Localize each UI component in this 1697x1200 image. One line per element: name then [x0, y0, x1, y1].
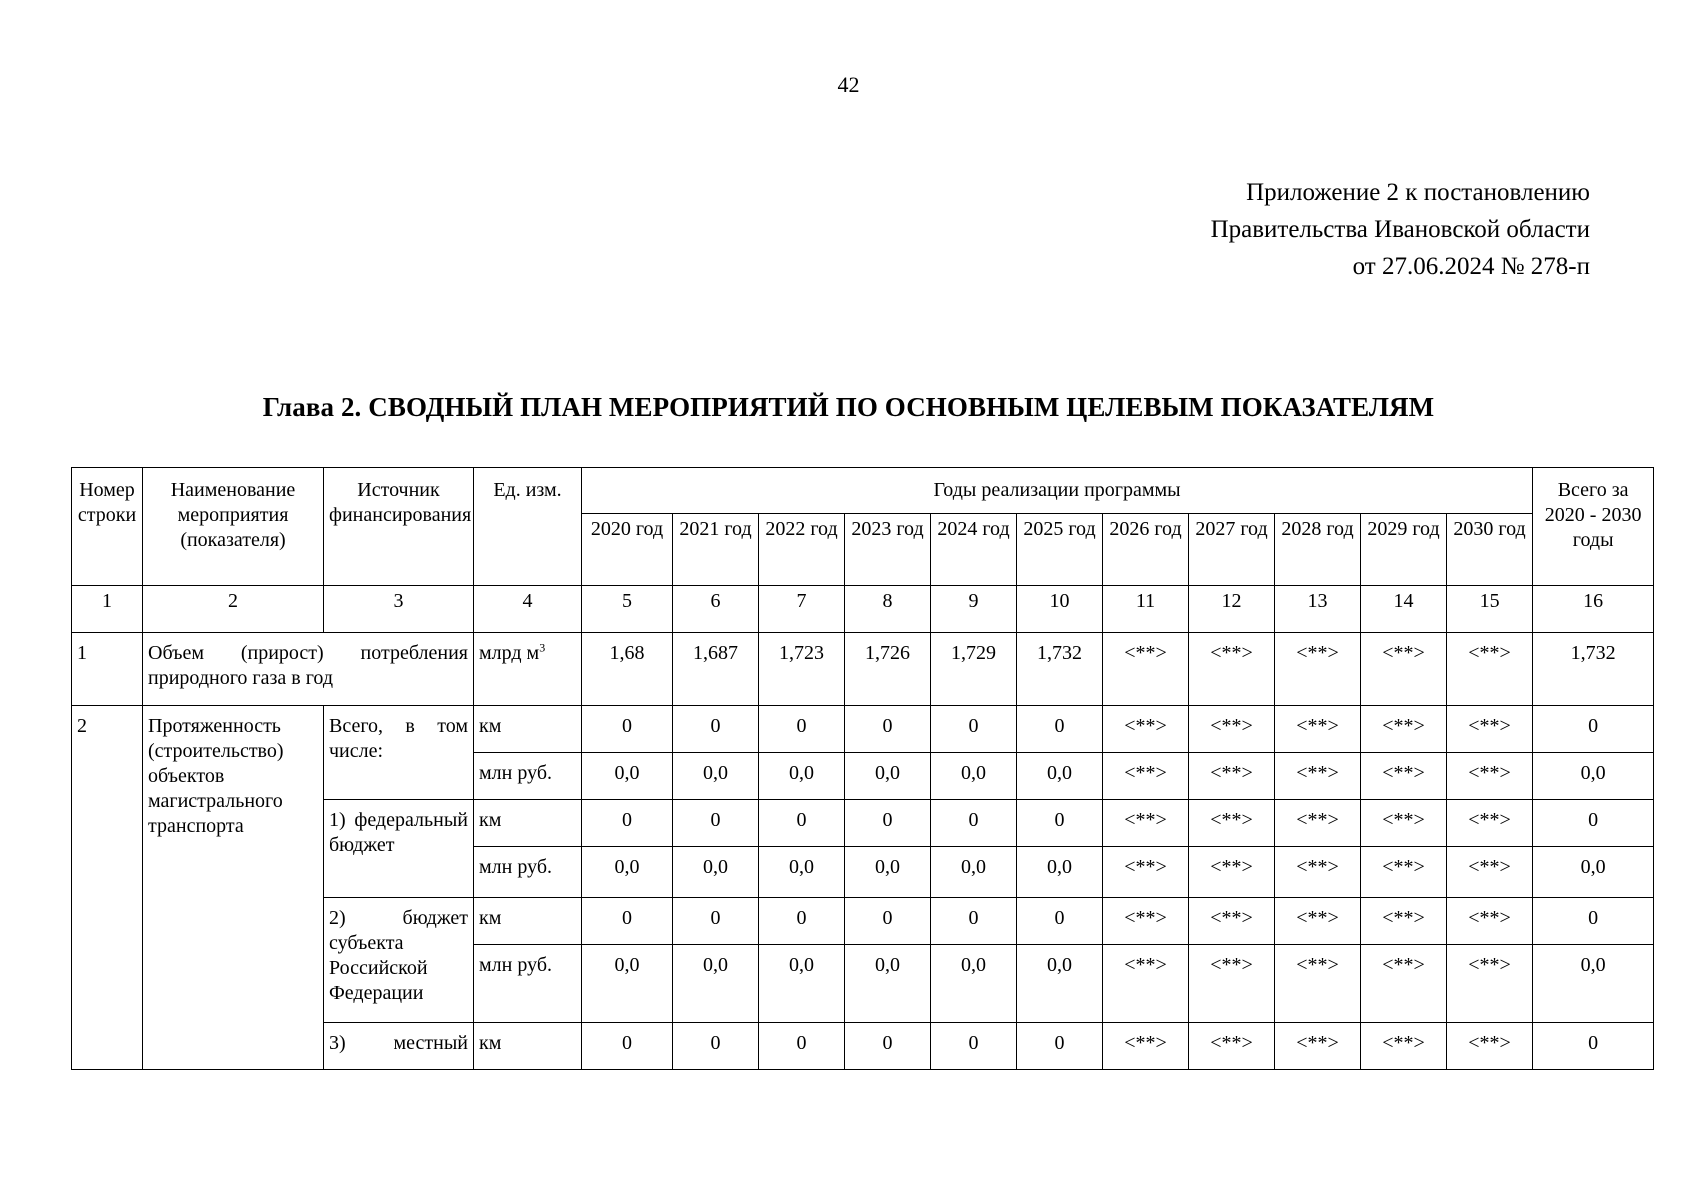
header-years-group: Годы реализации программы	[582, 468, 1533, 514]
value-cell: 0	[1017, 1023, 1103, 1070]
row-unit: км	[474, 1023, 582, 1070]
value-cell: 0,0	[582, 945, 673, 1023]
value-cell: 0,0	[1017, 753, 1103, 800]
value-cell: 1,732	[1017, 633, 1103, 706]
row-unit: км	[474, 898, 582, 945]
column-number: 3	[324, 586, 474, 633]
value-cell: <**>	[1447, 847, 1533, 898]
funding-source: Всего, в том числе:	[324, 706, 474, 800]
value-cell: 0,0	[845, 945, 931, 1023]
value-cell: <**>	[1103, 753, 1189, 800]
value-cell: 0	[673, 898, 759, 945]
value-cell: 1,687	[673, 633, 759, 706]
value-cell: <**>	[1361, 945, 1447, 1023]
funding-source: 2) бюджет субъекта Российской Федерации	[324, 898, 474, 1023]
value-cell: <**>	[1189, 800, 1275, 847]
value-cell: 1,723	[759, 633, 845, 706]
table-body	[72, 468, 1654, 1070]
appendix-line-2: Правительства Ивановской области	[1210, 216, 1590, 243]
value-cell: 0,0	[582, 847, 673, 898]
value-cell: <**>	[1189, 633, 1275, 706]
value-cell: <**>	[1447, 633, 1533, 706]
value-cell: 0,0	[931, 753, 1017, 800]
value-cell: <**>	[1103, 945, 1189, 1023]
row-name: Объем (прирост) потребления природного газа в год	[143, 633, 474, 706]
header-year: 2030 год	[1447, 514, 1533, 586]
value-cell: 1,726	[845, 633, 931, 706]
value-cell: 0	[1017, 706, 1103, 753]
value-cell: <**>	[1189, 706, 1275, 753]
value-cell: 0,0	[759, 753, 845, 800]
total-cell: 0	[1533, 898, 1654, 945]
value-cell: 1,729	[931, 633, 1017, 706]
header-name: Наименование мероприятия (показателя)	[143, 468, 324, 586]
value-cell: <**>	[1447, 706, 1533, 753]
value-cell: <**>	[1275, 800, 1361, 847]
value-cell: 0	[845, 800, 931, 847]
value-cell: 0,0	[931, 847, 1017, 898]
funding-source: 1) федеральный бюджет	[324, 800, 474, 898]
header-year: 2027 год	[1189, 514, 1275, 586]
value-cell: <**>	[1189, 1023, 1275, 1070]
value-cell: 0	[931, 800, 1017, 847]
value-cell: 0	[845, 706, 931, 753]
header-source: Источник финансирования	[324, 468, 474, 586]
column-number: 10	[1017, 586, 1103, 633]
value-cell: <**>	[1275, 847, 1361, 898]
header-year: 2026 год	[1103, 514, 1189, 586]
appendix-line-1: Приложение 2 к постановлению	[1246, 179, 1590, 206]
header-year: 2025 год	[1017, 514, 1103, 586]
value-cell: <**>	[1103, 847, 1189, 898]
value-cell: 0	[1017, 800, 1103, 847]
value-cell: <**>	[1103, 898, 1189, 945]
total-cell: 0	[1533, 1023, 1654, 1070]
unit-superscript: 3	[539, 640, 546, 655]
column-number: 15	[1447, 586, 1533, 633]
row-unit: млн руб.	[474, 753, 582, 800]
row-unit: млн руб.	[474, 945, 582, 1023]
value-cell: <**>	[1275, 753, 1361, 800]
value-cell: <**>	[1189, 847, 1275, 898]
value-cell: 0,0	[931, 945, 1017, 1023]
value-cell: 0	[931, 1023, 1017, 1070]
table-row	[72, 633, 1654, 706]
value-cell: <**>	[1103, 800, 1189, 847]
header-unit: Ед. изм.	[474, 468, 582, 586]
column-number: 14	[1361, 586, 1447, 633]
value-cell: <**>	[1275, 945, 1361, 1023]
header-year: 2028 год	[1275, 514, 1361, 586]
column-number: 2	[143, 586, 324, 633]
row-name: Протяженность (строительство) объектов магистрального транспорта	[143, 706, 324, 1070]
value-cell: <**>	[1189, 898, 1275, 945]
column-number: 11	[1103, 586, 1189, 633]
page-number: 42	[837, 72, 860, 97]
value-cell: 0	[673, 706, 759, 753]
appendix-header	[1211, 174, 1590, 285]
value-cell: 0	[759, 1023, 845, 1070]
column-number: 4	[474, 586, 582, 633]
value-cell: 0,0	[759, 945, 845, 1023]
column-number: 13	[1275, 586, 1361, 633]
value-cell: 0	[759, 706, 845, 753]
value-cell: <**>	[1447, 800, 1533, 847]
value-cell: 0,0	[1017, 847, 1103, 898]
value-cell: 0	[931, 706, 1017, 753]
header-year: 2021 год	[673, 514, 759, 586]
column-number: 5	[582, 586, 673, 633]
column-number: 6	[673, 586, 759, 633]
column-number: 1	[72, 586, 143, 633]
column-numbers-row	[72, 586, 1654, 633]
column-number: 16	[1533, 586, 1654, 633]
value-cell: 0	[845, 1023, 931, 1070]
value-cell: 0,0	[673, 753, 759, 800]
funding-source: 3) местный	[324, 1023, 474, 1070]
row-number: 1	[72, 633, 143, 706]
total-cell: 0,0	[1533, 753, 1654, 800]
value-cell: 0	[759, 898, 845, 945]
value-cell: <**>	[1103, 1023, 1189, 1070]
value-cell: <**>	[1275, 898, 1361, 945]
value-cell: 0	[582, 1023, 673, 1070]
value-cell: <**>	[1447, 1023, 1533, 1070]
value-cell: 0	[931, 898, 1017, 945]
unit-text: млрд м	[479, 642, 540, 664]
value-cell: 0	[582, 706, 673, 753]
column-number: 12	[1189, 586, 1275, 633]
value-cell: 0	[582, 898, 673, 945]
row-unit: км	[474, 800, 582, 847]
value-cell: 0,0	[673, 847, 759, 898]
value-cell: 0	[845, 898, 931, 945]
row-unit: км	[474, 706, 582, 753]
value-cell: 0	[673, 800, 759, 847]
row-number: 2	[72, 706, 143, 1070]
column-number: 7	[759, 586, 845, 633]
header-row-1	[72, 468, 1654, 514]
header-year: 2020 год	[582, 514, 673, 586]
value-cell: <**>	[1275, 633, 1361, 706]
header-year: 2023 год	[845, 514, 931, 586]
value-cell: <**>	[1361, 800, 1447, 847]
row-unit: млн руб.	[474, 847, 582, 898]
chapter-title: Глава 2. СВОДНЫЙ ПЛАН МЕРОПРИЯТИЙ ПО ОСНОВНЫМ ЦЕЛЕВЫМ ПОКАЗАТЕЛЯМ	[262, 392, 1435, 422]
column-number: 8	[845, 586, 931, 633]
value-cell: <**>	[1447, 898, 1533, 945]
value-cell: <**>	[1361, 1023, 1447, 1070]
value-cell: <**>	[1189, 753, 1275, 800]
column-number: 9	[931, 586, 1017, 633]
total-cell: 0,0	[1533, 945, 1654, 1023]
value-cell: <**>	[1447, 945, 1533, 1023]
header-total: Всего за 2020 - 2030 годы	[1533, 468, 1654, 586]
value-cell: 0	[1017, 898, 1103, 945]
value-cell: 0,0	[759, 847, 845, 898]
value-cell: <**>	[1275, 1023, 1361, 1070]
total-cell: 0	[1533, 800, 1654, 847]
header-row-number: Номер строки	[72, 468, 143, 586]
table-row	[72, 706, 1654, 753]
value-cell: <**>	[1275, 706, 1361, 753]
value-cell: <**>	[1361, 633, 1447, 706]
value-cell: <**>	[1361, 898, 1447, 945]
value-cell: 0,0	[1017, 945, 1103, 1023]
header-year: 2024 год	[931, 514, 1017, 586]
appendix-line-3: от 27.06.2024 № 278-п	[1352, 253, 1590, 280]
header-year: 2022 год	[759, 514, 845, 586]
header-year: 2029 год	[1361, 514, 1447, 586]
value-cell: <**>	[1189, 945, 1275, 1023]
value-cell: <**>	[1447, 753, 1533, 800]
value-cell: <**>	[1103, 633, 1189, 706]
value-cell: <**>	[1361, 847, 1447, 898]
value-cell: 0,0	[845, 753, 931, 800]
value-cell: 0	[582, 800, 673, 847]
value-cell: 0,0	[845, 847, 931, 898]
value-cell: 0	[759, 800, 845, 847]
value-cell: <**>	[1361, 753, 1447, 800]
value-cell: 0,0	[673, 945, 759, 1023]
value-cell: <**>	[1361, 706, 1447, 753]
row-unit	[474, 633, 582, 706]
value-cell: 0	[673, 1023, 759, 1070]
value-cell: 1,68	[582, 633, 673, 706]
value-cell: <**>	[1103, 706, 1189, 753]
total-cell: 0,0	[1533, 847, 1654, 898]
summary-plan-table	[71, 467, 1654, 1070]
total-cell: 0	[1533, 706, 1654, 753]
value-cell: 0,0	[582, 753, 673, 800]
total-cell: 1,732	[1533, 633, 1654, 706]
